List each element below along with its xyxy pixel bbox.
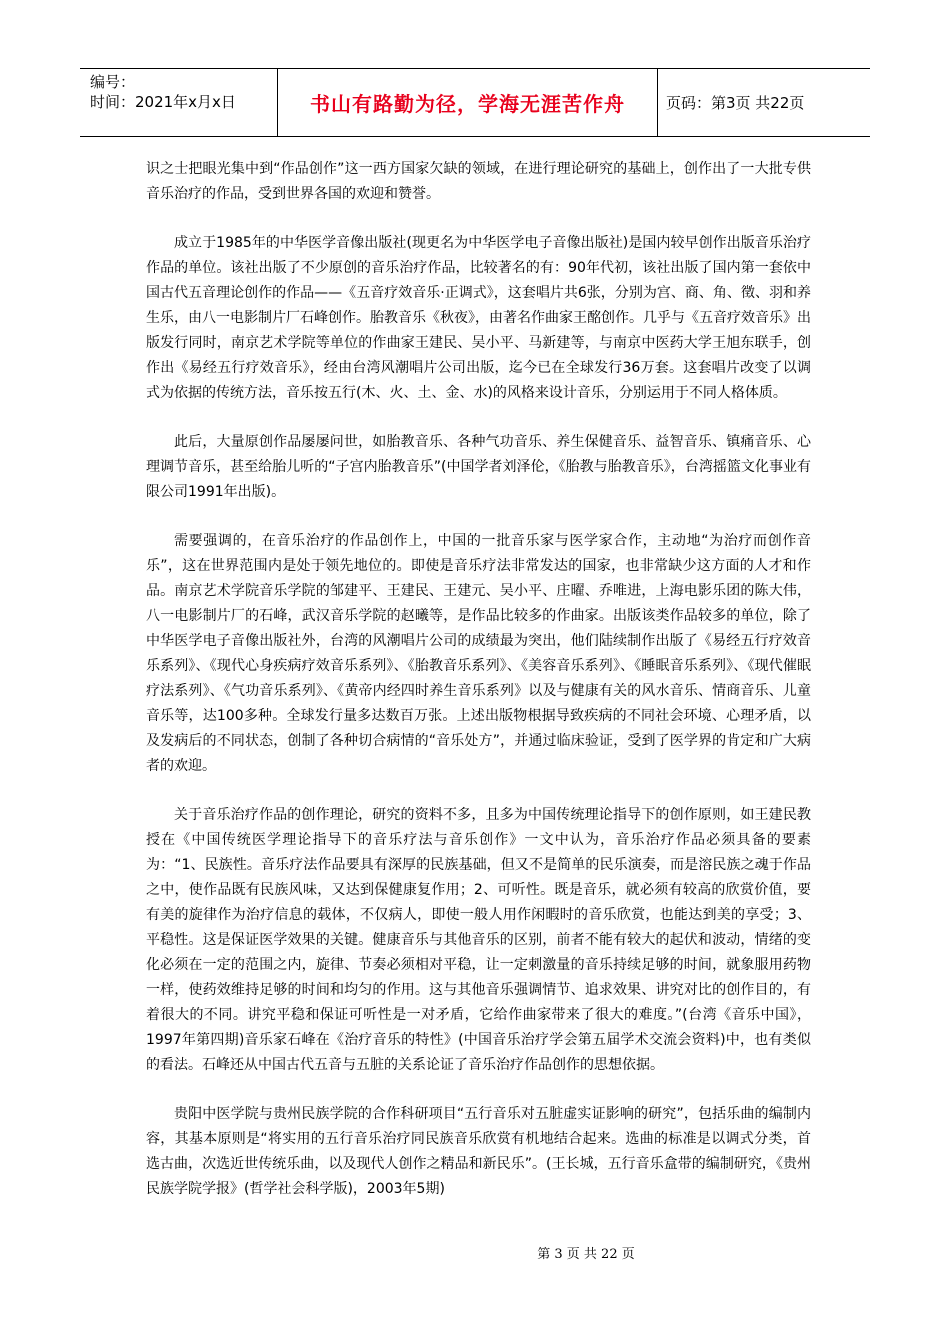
header-page-info: 页码：第3页 共22页 [666,94,805,112]
footer-page-number: 第 3 页 共 22 页 [537,1247,635,1262]
header-motto-cell [278,69,658,136]
body-paragraph-2: 成立于1985年的中华医学音像出版社(现更名为中华医学电子音像出版社)是国内较早创作出版音乐治疗作品的单位。该社出版了不少原创的音乐治疗作品，比较著名的有：90年代初，该社出版了国内第一套依中国古代五音理论创作的作品——《五音疗效音乐·正调式》，这套唱片共6张，分别为宫、商、角、徵、羽和养生乐，由八一电影制片厂石峰创作。胎教音乐《秋夜》，由著名作曲家王酩创作。几乎与《五音疗效音乐》出版发行同时，南京艺术学院等单位的作曲家王建民、吴小平、马新建等，与南京中医药大学王旭东联手，创作出《易经五行疗效音乐》，经由台湾风潮唱片公司出版，迄今已在全球发行36万套。这套唱片改变了以调式为依据的传统方法，音乐按五行(木、火、土、金、水)的风格来设计音乐，分别运用于不同人格体质。 [146,235,811,401]
document-date: 时间：2021年x月x日 [90,93,236,111]
motto-text: 书山有路勤为径，学海无涯苦作舟 [310,92,625,116]
header-meta [80,69,278,136]
body-paragraph-1: 识之士把眼光集中到“作品创作”这一西方国家欠缺的领域，在进行理论研究的基础上，创作出了一大批专供音乐治疗的作品，受到世界各国的欢迎和赞誉。 [146,161,811,202]
body-paragraph-4: 需要强调的，在音乐治疗的作品创作上，中国的一批音乐家与医学家合作，主动地“为治疗而创作音乐”，这在世界范围内是处于领先地位的。即使是音乐疗法非常发达的国家，也非常缺少这方面的人才和作品。南京艺术学院音乐学院的邹建平、王建民、王建元、吴小平、庄曜、乔唯进，上海电影乐团的陈大伟，八一电影制片厂的石峰，武汉音乐学院的赵曦等，是作品比较多的作曲家。出版该类作品较多的单位，除了中华医学电子音像出版社外，台湾的风潮唱片公司的成绩最为突出，他们陆续制作出版了《易经五行疗效音乐系列》、《现代心身疾病疗效音乐系列》、《胎教音乐系列》、《美容音乐系列》、《睡眠音乐系列》、《现代催眠疗法系列》、《气功音乐系列》、《黄帝内经四时养生音乐系列》以及与健康有关的风水音乐、情商音乐、儿童音乐等，达100多种。全球发行量多达数百万张。上述出版物根据导致疾病的不同社会环境、心理矛盾，以及发病后的不同状态，创制了各种切合病情的“音乐处方”，并通过临床验证，受到了医学界的肯定和广大病者的欢迎。 [146,533,811,774]
document-body [146,157,811,1226]
document-number-label: 编号： [90,73,136,91]
body-paragraph-6: 贵阳中医学院与贵州民族学院的合作科研项目“五行音乐对五脏虚实证影响的研究”，包括乐曲的编制内容，其基本原则是“将实用的五行音乐治疗同民族音乐欣赏有机地结合起来。选曲的标准是以调式分类，首选古曲，次选近世传统乐曲，以及现代人创作之精品和新民乐”。(王长城，五行音乐盒带的编制研究，《贵州民族学院学报》(哲学社会科学版)，2003年5期) [146,1106,811,1197]
body-paragraph-5: 关于音乐治疗作品的创作理论，研究的资料不多，且多为中国传统理论指导下的创作原则，如王建民教授在《中国传统医学理论指导下的音乐疗法与音乐创作》一文中认为，音乐治疗作品必须具备的要素为：“1、民族性。音乐疗法作品要具有深厚的民族基础，但又不是简单的民乐演奏，而是溶民族之魂于作品之中，使作品既有民族风味，又达到保健康复作用；2、可听性。既是音乐，就必须有较高的欣赏价值，要有美的旋律作为治疗信息的载体，不仅病人，即使一般人用作闲暇时的音乐欣赏，也能达到美的享受；3、平稳性。这是保证医学效果的关键。健康音乐与其他音乐的区别，前者不能有较大的起伏和波动，情绪的变化必须在一定的范围之内，旋律、节奏必须相对平稳，让一定刺激量的音乐持续足够的时间，就象服用药物一样，使药效维持足够的时间和均匀的作用。这与其他音乐强调情节、追求效果、讲究对比的创作目的，有着很大的不同。讲究平稳和保证可听性是一对矛盾，它给作曲家带来了很大的难度。”(台湾《音乐中国》，1997年第四期)音乐家石峰在《治疗音乐的特性》(中国音乐治疗学会第五届学术交流会资料)中，也有类似的看法。石峰还从中国古代五音与五脏的关系论证了音乐治疗作品创作的思想依据。 [146,807,811,1073]
body-paragraph-3: 此后，大量原创作品屡屡问世，如胎教音乐、各种气功音乐、养生保健音乐、益智音乐、镇痛音乐、心理调节音乐，甚至给胎儿听的“子宫内胎教音乐”(中国学者刘泽伦，《胎教与胎教音乐》，台湾摇篮文化事业有限公司1991年出版)。 [146,434,811,500]
header-page-cell [658,69,870,136]
page-header [80,68,870,137]
page-footer [0,1243,950,1262]
